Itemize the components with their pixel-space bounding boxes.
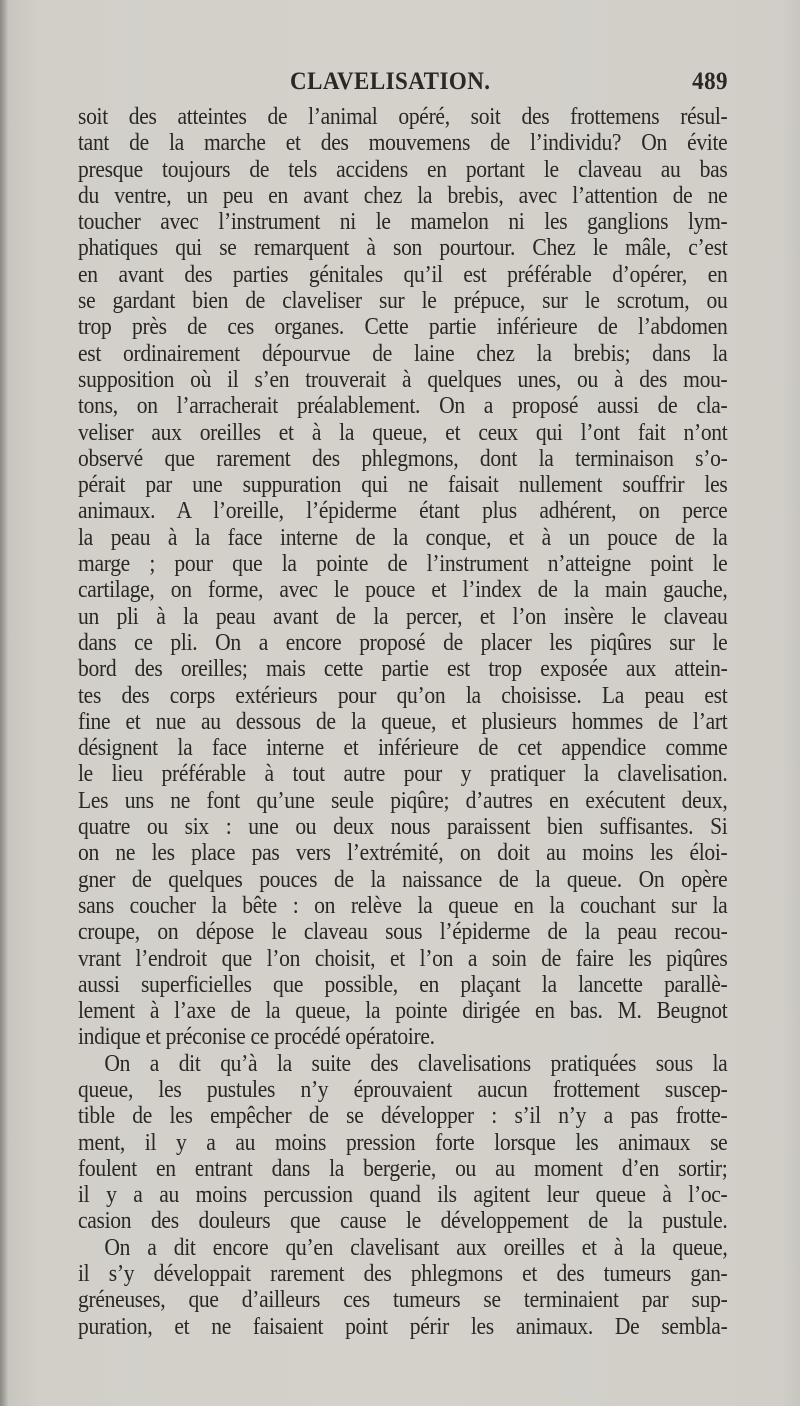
text-line: gréneuses, que d’ailleurs ces tumeurs se terminaient par sup- (78, 1286, 728, 1314)
spine-shadow (0, 0, 8, 1406)
text-line: puration, et ne faisaient point périr les animaux. De sembla- (78, 1312, 728, 1340)
text-line: observé que rarement des phlegmons, dont la terminaison s’o- (78, 444, 728, 472)
page-header (80, 68, 728, 104)
text-line: tible de les empêcher de se développer : s’il n’y a pas frotte- (78, 1102, 728, 1130)
text-line: quatre ou six : une ou deux nous paraissent bien suffisantes. Si (78, 813, 728, 841)
text-line: foulent en entrant dans la bergerie, ou au moment d’en sortir; (78, 1154, 728, 1182)
text-line: dans ce pli. On a encore proposé de placer les piqûres sur le (78, 628, 728, 656)
text-line: casion des douleurs que cause le développement de la pustule. (78, 1207, 728, 1235)
text-line: la peau à la face interne de la conque, et à un pouce de la (78, 523, 728, 551)
text-line: queue, les pustules n’y éprouvaient aucun frottement suscep- (78, 1075, 728, 1103)
text-line: le lieu préférable à tout autre pour y pratiquer la clavelisation. (78, 760, 728, 788)
text-line: On a dit qu’à la suite des clavelisations pratiquées sous la (104, 1049, 728, 1077)
running-title: CLAVELISATION. (290, 68, 491, 95)
text-line: phatiques qui se remarquent à son pourtour. Chez le mâle, c’est (78, 234, 728, 262)
text-line: toucher avec l’instrument ni le mamelon ni les ganglions lym- (78, 208, 728, 236)
text-line: tons, on l’arracherait préalablement. On a proposé aussi de cla- (78, 392, 728, 420)
page-number: 489 (692, 68, 728, 95)
text-line: sans coucher la bête : on relève la queue en la couchant sur la (78, 891, 728, 919)
text-line: cartilage, on forme, avec le pouce et l’index de la main gauche, (78, 576, 728, 604)
text-line: soit des atteintes de l’animal opéré, soit des frottemens résul- (78, 103, 728, 130)
text-line: un pli à la peau avant de la percer, et l’on insère le claveau (78, 602, 728, 630)
text-line: On a dit encore qu’en clavelisant aux oreilles et à la queue, (104, 1233, 728, 1261)
text-line: se gardant bien de claveliser sur le prépuce, sur le scrotum, ou (78, 287, 728, 315)
text-line: ment, il y a au moins pression forte lorsque les animaux se (78, 1128, 728, 1156)
text-line: il y a au moins percussion quand ils agitent leur queue à l’oc- (78, 1181, 728, 1209)
text-line: est ordinairement dépourvue de laine chez la brebis; dans la (78, 339, 728, 367)
text-line: lement à l’axe de la queue, la pointe dirigée en bas. M. Beugnot (78, 997, 728, 1025)
text-line: tes des corps extérieurs pour qu’on la choisisse. La peau est (78, 681, 728, 709)
text-line: désignent la face interne et inférieure de cet appendice comme (78, 734, 728, 762)
text-line: marge ; pour que la pointe de l’instrument n’atteigne point le (78, 550, 728, 578)
text-line: on ne les place pas vers l’extrémité, on doit au moins les éloi- (78, 839, 728, 867)
text-line: veliser aux oreilles et à la queue, et ceux qui l’ont fait n’ont (78, 418, 728, 446)
text-line: en avant des parties génitales qu’il est préférable d’opérer, en (78, 260, 728, 288)
text-line: du ventre, un peu en avant chez la brebis, avec l’attention de ne (78, 181, 728, 209)
text-line: pérait par une suppuration qui ne faisait nullement souffrir les (78, 471, 728, 499)
text-line: tant de la marche et des mouvemens de l’individu? On évite (78, 129, 728, 157)
text-line: Les uns ne font qu’une seule piqûre; d’autres en exécutent deux, (78, 786, 728, 814)
text-line: il s’y développait rarement des phlegmons et des tumeurs gan- (78, 1260, 728, 1288)
text-line: supposition où il s’en trouverait à quelques unes, ou à des mou- (78, 365, 728, 393)
text-line: presque toujours de tels accidens en portant le claveau au bas (78, 155, 728, 183)
text-line: fine et nue au dessous de la queue, et plusieurs hommes de l’art (78, 707, 728, 735)
body-text (78, 104, 728, 1340)
text-line: trop près de ces organes. Cette partie inférieure de l’abdomen (78, 313, 728, 341)
text-line: gner de quelques pouces de la naissance de la queue. On opère (78, 865, 728, 893)
text-line: croupe, on dépose le claveau sous l’épiderme de la peau recou- (78, 918, 728, 946)
text-line: animaux. A l’oreille, l’épiderme étant plus adhérent, on perce (78, 497, 728, 525)
text-line: vrant l’endroit que l’on choisit, et l’on a soin de faire les piqûres (78, 944, 728, 972)
text-line: indique et préconise ce procédé opératoire. (78, 1023, 435, 1051)
text-line: aussi superficielles que possible, en plaçant la lancette parallè- (78, 970, 728, 998)
text-line: bord des oreilles; mais cette partie est trop exposée aux attein- (78, 655, 728, 683)
